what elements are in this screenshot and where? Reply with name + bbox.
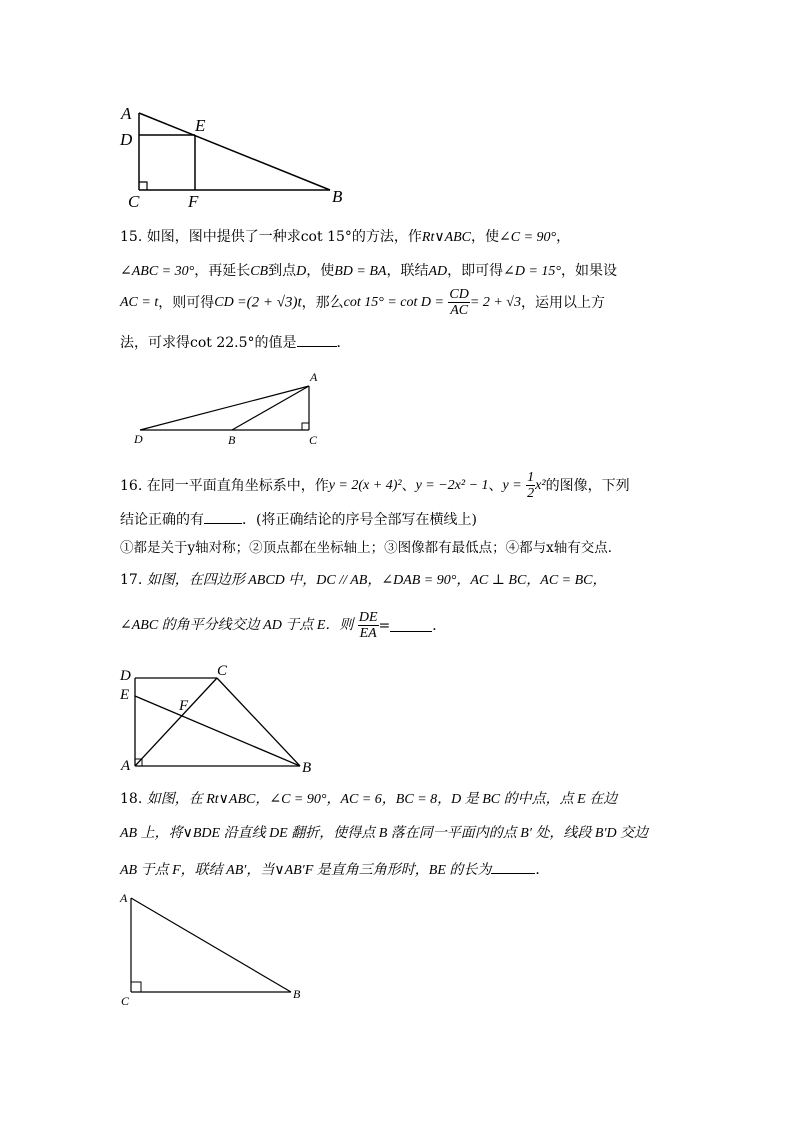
q15-math: D [296, 264, 307, 279]
q17-number: 17. [120, 572, 143, 588]
q16-math: y = [502, 477, 522, 493]
q15-text: ，即可得∠ [447, 263, 515, 279]
q18-text: 如图，在 Rt∨ABC，∠C = 90°，AC = 6，BC = 8，D 是 BC 的中点，点 E 在边 [146, 792, 618, 807]
q16-line-3: ①都是关于y轴对称；②顶点都在坐标轴上；③图像都有最低点；④都与x轴有交点． [120, 540, 622, 556]
fig17-label-f: F [179, 698, 189, 714]
fig17-label-a: A [121, 758, 131, 774]
q15-math: AD [428, 264, 448, 279]
q15-math: AC = t [120, 294, 159, 310]
q15-text: ， [556, 229, 571, 245]
q15-text: ，那么 [301, 294, 344, 311]
q15-text: ，运用以上方 [520, 294, 605, 311]
fig15-label-a: A [310, 370, 318, 384]
q15-text: 如图，图中提供了一种求 [146, 229, 301, 245]
q15-text: ，再延长 [194, 263, 251, 279]
q15-text: 的值是 [254, 335, 297, 351]
fig14-label-d: D [120, 130, 133, 149]
fig17-label-d: D [120, 668, 131, 684]
fig14-label-b: B [332, 187, 343, 206]
q17-fraction-denominator: EA [359, 626, 377, 642]
q16-text: 、 [488, 477, 503, 494]
fig17-label-b: B [302, 760, 312, 776]
q15-fraction-denominator: AC [450, 303, 469, 319]
q15-math: cot 15° = cot D = [343, 294, 444, 310]
q16-text: 的图像，下列 [545, 477, 630, 494]
q15-text: 到点 [268, 263, 297, 279]
q18-text: AB 于点 F，联结 AB′，当∨AB′F 是直角三角形时，BE 的长为 [120, 863, 492, 878]
q15-number: 15. [120, 229, 143, 245]
q18-text: ． [535, 862, 550, 878]
q15-math: = 2 + √3 [469, 294, 521, 310]
fig14-label-f: F [188, 192, 199, 211]
q16-math: y = −2x² − 1 [415, 477, 489, 493]
q15-text: ，使 [306, 263, 335, 279]
q15-fraction-numerator: CD [449, 287, 469, 302]
fig15-label-b: B [228, 433, 236, 447]
q16-number: 16. [120, 477, 143, 494]
q15-math: cot 15° [300, 229, 352, 245]
q16-fraction-numerator: 1 [527, 470, 535, 485]
q15-math: CB [250, 264, 269, 279]
q18-number: 18. [120, 791, 143, 807]
q15-text: 法，可求得 [120, 335, 190, 351]
q15-math: (2 + √3)t [246, 294, 302, 311]
q17-text: 如图，在四边形 ABCD 中，DC // AB，∠DAB = 90°，AC ⊥ BC，AC = BC， [146, 573, 607, 588]
fig14-label-c: C [128, 192, 140, 211]
fig15-label-d: D [134, 432, 143, 446]
fig17-label-c: C [217, 663, 228, 679]
q17-text: ∠ABC 的角平分线交边 AD 于点 E．则 [120, 617, 354, 633]
fig14-label-e: E [195, 116, 206, 135]
q16-math: y = 2(x + 4)² [328, 477, 402, 493]
q15-math: BD = BA [334, 264, 387, 279]
q15-text: ，如果设 [561, 263, 618, 279]
q16-text: ．(将正确结论的序号全部写在横线上) [242, 512, 477, 528]
q18-text: AB 上，将∨BDE 沿直线 DE 翻折，使得点 B 落在同一平面内的点 B′ 处，线段 B′D 交边 [120, 826, 649, 841]
q16-text: 结论正确的有 [120, 512, 204, 528]
q15-math: D = 15° [514, 264, 562, 279]
fig14-label-a: A [121, 104, 132, 123]
fig15-label-c: C [309, 433, 318, 447]
q17-text: ． [432, 617, 447, 634]
fig18-label-a: A [120, 891, 128, 905]
q16-fraction-denominator: 2 [527, 486, 535, 502]
fig17-label-e: E [120, 687, 130, 703]
q16-text: 在同一平面直角坐标系中，作 [146, 477, 329, 494]
q17-text: = [378, 617, 391, 634]
q15-text: ，联结 [386, 263, 429, 279]
q15-text: 的方法，作 [351, 229, 422, 245]
fig18-label-b: B [293, 987, 301, 1001]
q17-fraction-numerator: DE [358, 610, 378, 625]
q16-text: 、 [401, 477, 416, 494]
q15-text: ，则可得 [158, 294, 215, 311]
q15-text: ，使∠ [471, 229, 511, 245]
q15-math: ∠ABC = 30° [120, 264, 195, 279]
q16-math: x² [535, 477, 546, 493]
fig18-label-c: C [121, 994, 130, 1008]
q15-text: ． [336, 335, 351, 351]
q15-math: cot 22.5° [190, 335, 255, 351]
q15-math: C = 90° [510, 230, 557, 245]
q15-math: CD = [214, 294, 247, 310]
q15-math: Rt∨ABC [421, 230, 472, 245]
